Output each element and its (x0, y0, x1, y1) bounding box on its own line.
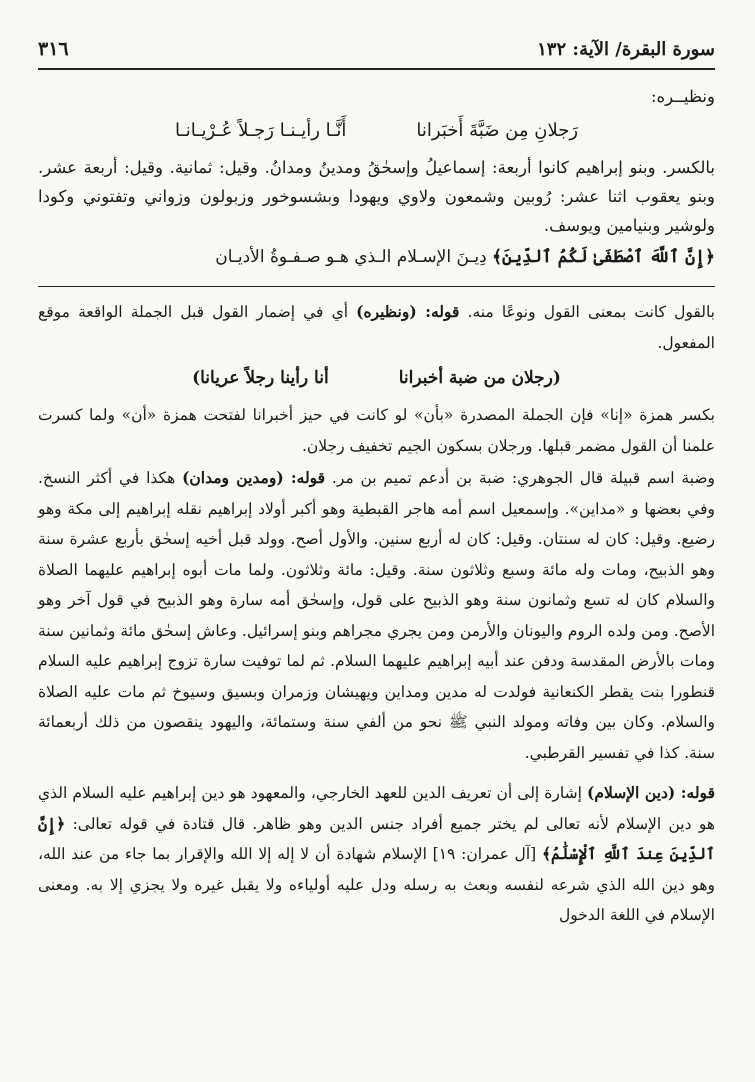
verse-hemistich-left: أنا رأينا رجلاً عريانا) (192, 368, 329, 388)
main-text (38, 82, 715, 274)
commentary-poetry-verse (38, 360, 715, 396)
commentary-label: قوله: (دين الإسلام) (587, 783, 715, 802)
quran-verse: ﴿إِنَّ ٱللَّهَ ٱصْطَفَىٰ لَكُمُ ٱلدِّينَ﴾ (492, 247, 715, 267)
footnote-divider (38, 286, 715, 287)
commentary-paragraph: وضبة اسم قبيلة قال الجوهري: ضبة بن أدعم تميم بن مر. قوله: (ومدين ومدان) هكذا في أكثر النسخ. وفي بعضها و «مداين». وإسمعيل اسم أمه هاجر القبطية وهو أكبر أولاد إبراهيم نقله إبراهيم إلى مكة وهو رضيع. وقيل: كان له سنتان. وقيل: كان له أربع سنين. والأول أصح. وولد قبل أخيه إسحٰق بأربع عشرة سنة وهو الذبيح، ومات وله مائة وسبع وثلاثون سنة. وقيل: مائة وثلاثون. ولما مات أبوه إبراهيم عليهما الصلاة والسلام كان له تسع وثمانون سنة وهو الذبيح على قول، وإسحٰق أمه سارة وهو الذبيح في قول آخر وهو الأصح. ومن ولده الروم واليونان والأرمن ومن يجري مجراهم وبنو إسرائيل. وعاش إسحٰق مائة وثمانين سنة ومات بالأرض المقدسة ودفن عند أبيه إبراهيم عليهما السلام. ثم لما توفيت سارة تزوج إبراهيم عليه السلام قنطورا بنت يقطر الكنعانية فولدت له مدين ومداين ويهيشان وزمران وبسيق وسيوخ ثم مات عليه الصلاة والسلام. وكان بين وفاته ومولد النبي ﷺ نحو من ألفي سنة وستمائة، واليهود ينقصون من ذلك أربعمائة سنة. كذا في تفسير القرطبي. (38, 468, 715, 762)
commentary-paragraph: قوله: (دين الإسلام) إشارة إلى أن تعريف الدين للعهد الخارجي، والمعهود هو دين إبراهيم عليه السلام الذي هو دين الإسلام لأنه تعالى لم يختر جميع أفراد جنس الدين وهو ظاهر. قال قتادة في قوله تعالى: ﴿إِنَّ ٱلدِّينَ عِندَ ٱللَّهِ ٱلْإِسْلَٰمُ﴾ [آل عمران: ١٩] الإسلام شهادة أن لا إله إلا الله والإقرار بما جاء من عند الله، وهو دين الله الذي شرعه لنفسه وبعث به رسله ودل عليه أولياءه ولا يقبل غيره ولا يجزي إلا به. ومعنى الإسلام في اللغة الدخول (38, 783, 715, 924)
page-header (38, 30, 715, 70)
surah-reference: سورة البقرة/ الآية: ١٣٢ (537, 38, 715, 60)
quran-citation: ﴿إِنَّ ٱلدِّينَ عِندَ ٱللَّهِ ٱلْإِسْلَٰمُ﴾ (38, 813, 715, 863)
quran-verse-commentary: دِيـنَ الإسـلام الـذي هـو صـفـوةُ الأديـان (215, 247, 487, 267)
verse-hemistich-right: رَجلانِ مِن ضَبَّةَ أَخبَرانا (416, 120, 579, 141)
verse-hemistich-right: (رجلان من ضبة أخبرانا (398, 368, 561, 388)
poetry-verse (38, 113, 715, 149)
quran-verse-line (38, 240, 715, 274)
commentary-label: قوله: (ونظيره) (356, 302, 460, 321)
commentary-paragraph: بكسر همزة «إنا» فإن الجملة المصدرة «بأن» لو كانت في حيز أخبرانا لفتحت همزة «أن» ولما كسرت علمنا أن القول مضمر قبلها. ورجلان بسكون الجيم تخفيف رجلان. (38, 406, 715, 455)
main-paragraph: بالكسر. وبنو إبراهيم كانوا أربعة: إسماعيلُ وإسحٰقُ ومدينُ ومدانُ. وقيل: ثمانية. وقيل: أربعة عشر. وبنو يعقوب اثنا عشر: رُوبين وشمعون ولاوي ويهودا وبشسوخور وزبولون وزواني وتفتوني وكودا ولوشير وبنيامين ويوسف. (38, 158, 715, 235)
commentary-intro: بالقول كانت بمعنى القول ونوعًا منه. قوله: (ونظيره) أي في إضمار القول قبل الجملة الواقعة موقع المفعول. (38, 302, 715, 352)
verse-hemistich-left: أَنَّـا رأيـنـا رَجـلاً عُـرْيـانـا (174, 120, 347, 141)
page-number: ٣١٦ (38, 38, 69, 60)
commentary-section (38, 297, 715, 931)
nazireh-label: ونظيــره: (650, 87, 715, 106)
commentary-label: قوله: (ومدين ومدان) (182, 468, 326, 487)
